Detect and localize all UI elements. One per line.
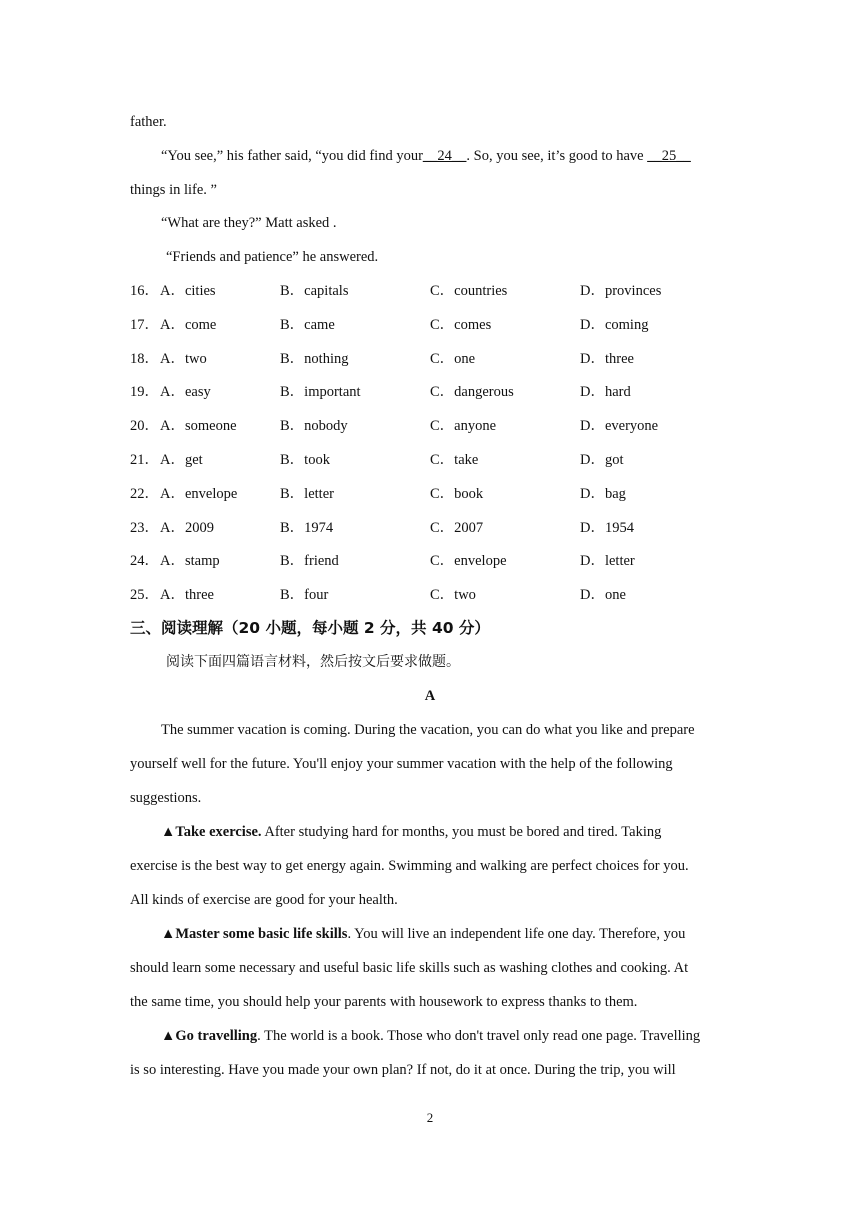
option-b: B．letter	[280, 485, 334, 502]
section-heading: 三、阅读理解（20 小题，每小题 2 分，共 40 分）	[130, 619, 490, 637]
passage-text: . So, you see, it’s good to have	[466, 148, 648, 164]
question-number: 24．	[130, 553, 159, 570]
option-b: B．capitals	[280, 283, 349, 299]
passage-line: exercise is the best way to get energy again. Swimming and walking are perfect choices for you.	[130, 858, 689, 874]
question-number: 22．	[130, 485, 159, 502]
option-b: B．four	[280, 587, 329, 604]
option-a: A．two	[160, 350, 207, 367]
option-b: B．important	[280, 384, 361, 401]
option-c: C．one	[430, 350, 476, 367]
option-a: A．get	[160, 452, 203, 468]
option-b: B．friend	[280, 553, 339, 570]
passage-line	[161, 146, 691, 166]
option-d: D．letter	[580, 553, 635, 570]
question-number: 21．	[130, 452, 159, 468]
passage-line: “Friends and patience” he answered.	[166, 249, 379, 265]
option-b: B．took	[280, 452, 330, 468]
page-number: 2	[426, 1110, 434, 1125]
option-c: C．envelope	[430, 553, 507, 570]
passage-line: The summer vacation is coming. During the vacation, you can do what you like and prepare	[161, 722, 695, 738]
option-b: B．1974	[280, 519, 334, 536]
option-c: C．book	[430, 485, 484, 502]
option-d: D．hard	[580, 384, 631, 401]
suggestion-title: ▲Take exercise.	[161, 824, 262, 840]
option-b: B．nobody	[280, 418, 348, 435]
option-c: C．dangerous	[430, 384, 514, 401]
passage-line	[161, 822, 661, 842]
option-d: D．one	[580, 587, 626, 604]
option-a: A．easy	[160, 384, 211, 401]
option-d: D．1954	[580, 519, 634, 536]
option-d: D．everyone	[580, 418, 659, 435]
passage-line	[161, 924, 685, 944]
option-a: A．cities	[160, 283, 216, 299]
passage-text: . You will live an independent life one day. Therefore, you	[347, 926, 686, 942]
option-d: D．three	[580, 350, 634, 367]
option-d: D．bag	[580, 485, 626, 502]
passage-line: is so interesting. Have you made your own plan? If not, do it at once. During the trip, you will	[130, 1062, 676, 1078]
passage-line: suggestions.	[130, 790, 202, 806]
option-d: D．provinces	[580, 283, 662, 299]
question-number: 17．	[130, 316, 159, 333]
question-number: 23．	[130, 519, 159, 536]
option-a: A．stamp	[160, 553, 220, 570]
option-c: C．take	[430, 452, 479, 468]
section-instruction: 阅读下面四篇语言材料，然后按文后要求做题。	[166, 654, 460, 670]
option-b: B．nothing	[280, 350, 349, 367]
option-a: A．envelope	[160, 485, 238, 502]
option-d: D．got	[580, 452, 624, 468]
suggestion-title: ▲Master some basic life skills	[161, 926, 348, 942]
passage-line: father.	[130, 114, 167, 130]
passage-line: yourself well for the future. You'll enjoy your summer vacation with the help of the following	[130, 756, 673, 772]
passage-line: All kinds of exercise are good for your health.	[130, 892, 398, 908]
question-number: 18．	[130, 350, 159, 367]
option-c: C．anyone	[430, 418, 497, 435]
question-number: 25．	[130, 587, 159, 604]
option-c: C．comes	[430, 316, 492, 333]
passage-text: “You see,” his father said, “you did find your	[161, 148, 423, 164]
question-number: 16．	[130, 283, 159, 299]
passage-line: should learn some necessary and useful basic life skills such as washing clothes and cooking. At	[130, 960, 689, 976]
passage-line: the same time, you should help your parents with housework to express thanks to them.	[130, 994, 638, 1010]
question-number: 19．	[130, 384, 159, 401]
suggestion-title: ▲Go travelling	[161, 1028, 258, 1044]
blank-24: __24__	[422, 148, 467, 164]
passage-text: After studying hard for months, you must be bored and tired. Taking	[261, 824, 662, 840]
passage-line: things in life. ”	[130, 182, 217, 198]
option-b: B．came	[280, 316, 335, 333]
option-c: C．two	[430, 587, 476, 604]
passage-text: . The world is a book. Those who don't travel only read one page. Travelling	[257, 1028, 701, 1044]
option-d: D．coming	[580, 316, 649, 333]
blank-25: __25__	[647, 148, 691, 164]
option-c: C．countries	[430, 283, 508, 299]
passage-line	[161, 1026, 700, 1046]
option-c: C．2007	[430, 519, 484, 536]
option-a: A．2009	[160, 519, 214, 536]
question-number: 20．	[130, 418, 159, 435]
option-a: A．someone	[160, 418, 237, 435]
option-a: A．come	[160, 316, 217, 333]
passage-label: A	[424, 688, 436, 704]
passage-line: “What are they?” Matt asked .	[161, 215, 337, 231]
option-a: A．three	[160, 587, 214, 604]
